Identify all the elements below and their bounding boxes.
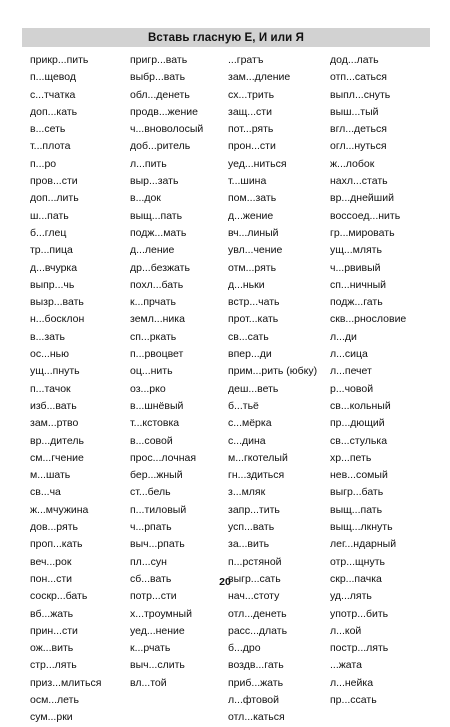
word-item: ущ...млять — [330, 244, 382, 257]
word-item: изб...вать — [30, 399, 77, 412]
word-item: выпр...чь — [30, 278, 75, 291]
word-item: б...дро — [228, 642, 261, 655]
word-item: ож...вить — [30, 642, 74, 655]
word-item: потр...сти — [130, 590, 177, 603]
word-item: приб...жать — [228, 676, 284, 689]
word-item: п...тиловый — [130, 503, 187, 516]
word-column-4 — [330, 52, 430, 727]
word-item: сум...рки — [30, 711, 73, 724]
word-item: расс...длать — [228, 624, 288, 637]
word-item: пот...рять — [228, 123, 274, 136]
word-columns — [30, 52, 430, 727]
word-item: зам...ртво — [30, 417, 79, 430]
word-item: отл...денеть — [228, 607, 287, 620]
word-item: т...кстовка — [130, 417, 180, 430]
word-item: прикр...пить — [30, 54, 89, 66]
word-item: воздв...гать — [228, 659, 284, 672]
word-item: в...сеть — [30, 123, 66, 136]
word-item: с...дина — [228, 434, 266, 447]
title-bar — [22, 28, 430, 47]
word-item: лег...ндарный — [330, 538, 397, 551]
word-item: пр...ссать — [330, 693, 377, 706]
word-item: прим...рить (юбку) — [228, 365, 318, 378]
word-item: ...гратъ — [228, 54, 264, 66]
word-item: дод...лать — [330, 54, 379, 66]
word-item: др...безжать — [130, 261, 190, 274]
word-item: ч...рвивый — [330, 261, 381, 274]
word-item: ч...рпать — [130, 521, 172, 534]
word-item: пров...сти — [30, 175, 78, 188]
word-item: вб...жать — [30, 607, 74, 620]
word-item: уед...ниться — [228, 157, 287, 170]
word-item: нев...сомый — [330, 469, 388, 482]
word-item: огл...нуться — [330, 140, 387, 153]
word-item: з...мляк — [228, 486, 266, 499]
word-column-2 — [130, 52, 228, 727]
word-item: л...печет — [330, 365, 372, 378]
word-item: выгр...бать — [330, 486, 384, 499]
word-item: выщ...пать — [330, 503, 383, 516]
page-number: 20 — [219, 576, 231, 588]
word-item: ж...мчужина — [30, 503, 89, 516]
word-item: проп...кать — [30, 538, 83, 551]
word-item: вызр...вать — [30, 296, 84, 309]
word-item: приз...млиться — [30, 676, 102, 689]
word-item: д...вчурка — [30, 261, 78, 274]
word-item: отл...каться — [228, 711, 285, 724]
word-item: оц...нить — [130, 365, 173, 378]
word-item: выч...рпать — [130, 538, 185, 551]
word-item: п...рвоцвет — [130, 348, 184, 361]
word-item: выгр...сать — [228, 572, 281, 585]
word-item: св...сать — [228, 330, 269, 343]
word-item: сп...ркать — [130, 330, 177, 343]
word-item: похл...бать — [130, 278, 184, 291]
word-item: уед...нение — [130, 624, 185, 637]
word-item: л...сица — [330, 348, 368, 361]
word-item: п...тачок — [30, 382, 71, 395]
word-item: б...глец — [30, 226, 67, 239]
word-item: прос...лочная — [130, 451, 197, 464]
word-item: за...вить — [228, 538, 270, 551]
word-item: доб...ритель — [130, 140, 191, 153]
word-item: прон...сти — [228, 140, 276, 153]
word-item: земл...ника — [130, 313, 185, 326]
word-item: доп...лить — [30, 192, 79, 205]
word-item: ст...бель — [130, 486, 171, 499]
word-item: ч...вноволосый — [130, 123, 204, 136]
word-item: в...зать — [30, 330, 66, 343]
word-item: прот...кать — [228, 313, 279, 326]
word-item: св...стулька — [330, 434, 388, 447]
word-item: постр...лять — [330, 642, 389, 655]
page-title: Вставь гласную Е, И или Я — [148, 31, 304, 44]
word-item: доп...кать — [30, 105, 78, 118]
word-item: стр...лять — [30, 659, 77, 672]
word-column-3 — [228, 52, 330, 727]
word-item: подж...мать — [130, 226, 187, 239]
word-item: продв...жение — [130, 105, 198, 118]
word-item: см...гчение — [30, 451, 84, 464]
word-item: в...совой — [130, 434, 173, 447]
word-item: деш...веть — [228, 382, 279, 395]
word-item: отм...рять — [228, 261, 277, 274]
word-item: гр...мировать — [330, 226, 395, 239]
word-item: т...шина — [228, 175, 267, 188]
word-item: отп...саться — [330, 71, 387, 84]
word-item: св...ча — [30, 486, 61, 499]
word-item: пригр...вать — [130, 54, 188, 66]
word-item: дов...рять — [30, 521, 78, 534]
word-item: п...рстяной — [228, 555, 282, 568]
word-item: вр...дитель — [30, 434, 84, 447]
word-item: нач...стоту — [228, 590, 280, 603]
word-item: в...шнёвый — [130, 399, 184, 412]
word-item: употр...бить — [330, 607, 389, 620]
word-item: сб...вать — [130, 572, 172, 585]
word-item: гн...здиться — [228, 469, 285, 482]
word-item: к...рчать — [130, 642, 171, 655]
word-item: пом...зать — [228, 192, 277, 205]
word-item: м...шать — [30, 469, 71, 482]
word-item: отр...щнуть — [330, 555, 385, 568]
word-item: л...ди — [330, 330, 357, 343]
word-item: сх...трить — [228, 88, 275, 101]
word-item: ущ...пнуть — [30, 365, 80, 378]
word-item: выш...тый — [330, 105, 379, 118]
word-item: тр...пица — [30, 244, 73, 257]
word-item: л...нейка — [330, 676, 374, 689]
word-item: выщ...лкнуть — [330, 521, 393, 534]
word-item: вч...линый — [228, 226, 279, 239]
word-item: вл...той — [130, 676, 167, 689]
word-item: встр...чать — [228, 296, 280, 309]
word-item: осм...леть — [30, 693, 79, 706]
word-item: п...щевод — [30, 71, 76, 84]
word-item: пл...сун — [130, 555, 167, 568]
word-item: нахл...стать — [330, 175, 388, 188]
word-item: ос...нью — [30, 348, 69, 361]
word-item: д...ление — [130, 244, 175, 257]
word-item: вгл...деться — [330, 123, 387, 136]
word-item: пр...дющий — [330, 417, 385, 430]
word-item: в...док — [130, 192, 161, 205]
word-item: веч...рок — [30, 555, 72, 568]
word-item: воссоед...нить — [330, 209, 401, 222]
word-item: увл...чение — [228, 244, 283, 257]
word-item: зам...дление — [228, 71, 291, 84]
word-item: выбр...вать — [130, 71, 186, 84]
word-item: с...тчатка — [30, 88, 76, 101]
word-item: л...фтовой — [228, 693, 279, 706]
word-item: св...кольный — [330, 399, 391, 412]
word-item: вр...днейший — [330, 192, 394, 205]
word-item: сп...ничный — [330, 278, 387, 291]
word-item: оз...рко — [130, 382, 166, 395]
word-item: пон...сти — [30, 572, 72, 585]
word-item: л...кой — [330, 624, 362, 637]
word-item: д...жение — [228, 209, 274, 222]
word-item: с...мёрка — [228, 417, 272, 430]
word-item: хр...петь — [330, 451, 372, 464]
word-item: усп...вать — [228, 521, 275, 534]
word-item: р...човой — [330, 382, 374, 395]
word-item: т...плота — [30, 140, 71, 153]
word-item: д...ньки — [228, 278, 265, 291]
word-item: соскр...бать — [30, 590, 88, 603]
word-item: скв...рнословие — [330, 313, 407, 326]
word-item: подж...гать — [330, 296, 383, 309]
word-item: к...прчать — [130, 296, 176, 309]
word-item: обл...денеть — [130, 88, 190, 101]
word-item: защ...сти — [228, 105, 272, 118]
word-item: впер...ди — [228, 348, 272, 361]
word-item: ш...пать — [30, 209, 69, 222]
word-item: х...троумный — [130, 607, 192, 620]
word-item: б...тьё — [228, 399, 259, 412]
word-item: скр...пачка — [330, 572, 382, 585]
word-item: выпл...снуть — [330, 88, 391, 101]
word-item: п...ро — [30, 157, 57, 170]
word-item: выр...зать — [130, 175, 179, 188]
word-item: н...босклон — [30, 313, 85, 326]
word-item: прин...сти — [30, 624, 78, 637]
word-column-1 — [30, 52, 130, 727]
word-item: бер...жный — [130, 469, 183, 482]
word-item: ...жата — [330, 659, 362, 672]
word-item: уд...лять — [330, 590, 372, 603]
word-item: выч...слить — [130, 659, 185, 672]
word-item: м...гкотелый — [228, 451, 288, 464]
word-item: ж...лобок — [330, 157, 375, 170]
word-item: л...пить — [130, 157, 167, 170]
word-item: запр...тить — [228, 503, 280, 516]
word-item: выщ...пать — [130, 209, 183, 222]
